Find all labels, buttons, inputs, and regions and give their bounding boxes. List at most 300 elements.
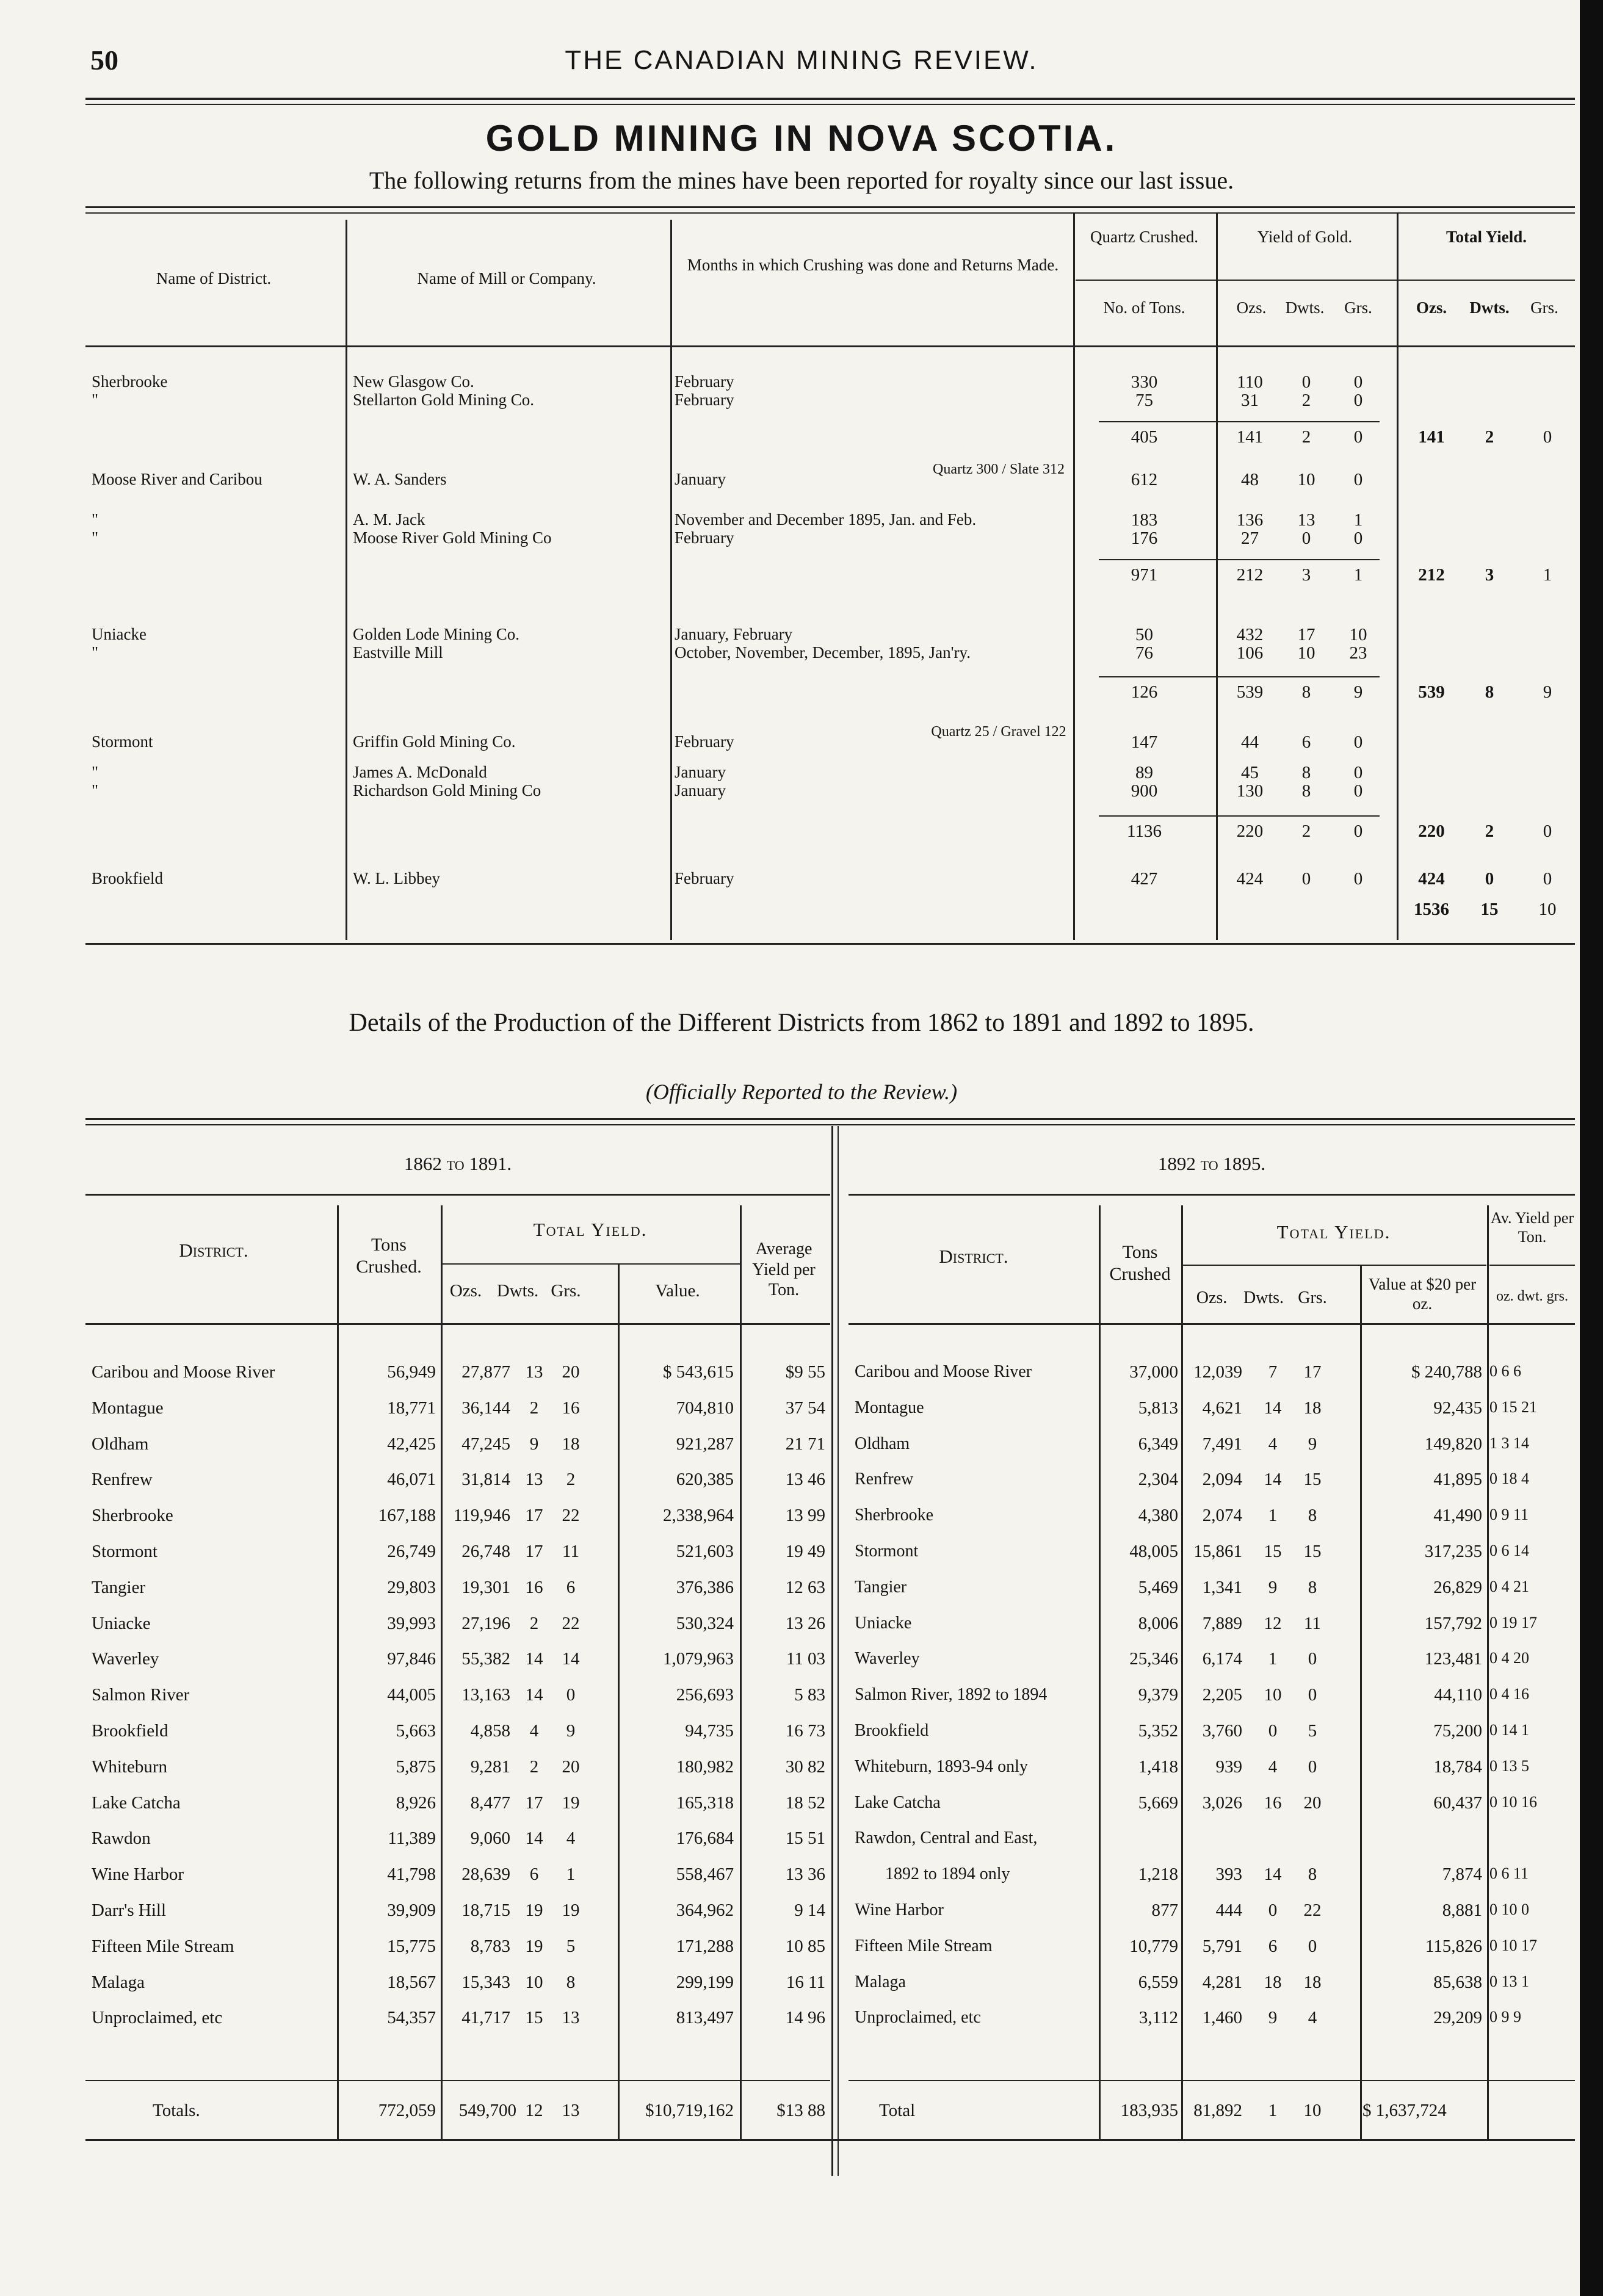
left-dwts: 14 (525, 1685, 543, 1705)
right-district: Brookfield (855, 1721, 929, 1740)
left-district: Darr's Hill (92, 1901, 167, 1920)
right-period-rule (849, 1194, 1575, 1196)
left-avg: 37 54 (785, 1398, 825, 1418)
t1-tons: 75 (1135, 391, 1153, 410)
t1-subtotal-rule (1099, 815, 1380, 817)
left-dwts: 16 (525, 1577, 543, 1597)
right-tons: 2,304 (1138, 1470, 1178, 1490)
t1-header-quartz: Quartz Crushed. (1090, 228, 1198, 246)
right-header-district: District. (939, 1246, 1008, 1267)
left-value: 165,318 (676, 1792, 734, 1813)
left-grs: 22 (562, 1506, 580, 1526)
right-av: 0 13 5 (1489, 1756, 1529, 1775)
left-value: 364,962 (676, 1901, 734, 1920)
left-grs: 2 (566, 1470, 576, 1490)
t1-dwts: 0 (1301, 372, 1311, 392)
left-ozs: 4,858 (470, 1721, 510, 1741)
left-ozs: 15,343 (461, 1972, 510, 1992)
t1-mill: W. A. Sanders (353, 470, 447, 488)
right-tons: 25,346 (1129, 1649, 1178, 1669)
left-grs: 20 (562, 1756, 580, 1777)
left-ozs: 47,245 (461, 1434, 510, 1454)
left-value: 299,199 (676, 1972, 734, 1992)
right-av: 0 6 14 (1489, 1542, 1529, 1559)
t1-ozs: 130 (1236, 781, 1264, 801)
t1-mill: Stellarton Gold Mining Co. (353, 391, 534, 409)
right-dwts: 14 (1264, 1865, 1282, 1885)
right-value: 115,826 (1425, 1936, 1482, 1956)
right-av-subrule (1489, 1265, 1575, 1266)
left-avg: 16 73 (785, 1721, 825, 1741)
left-value: 256,693 (676, 1685, 734, 1705)
right-ozs: 4,281 (1202, 1972, 1242, 1992)
left-grs: 19 (562, 1792, 580, 1813)
left-tons: 97,846 (387, 1649, 436, 1669)
right-district: Unproclaimed, etc (855, 2008, 981, 2027)
right-ozs: 444 (1215, 1901, 1242, 1920)
right-dwts: 14 (1264, 1470, 1282, 1490)
t1-ozs: 539 (1236, 682, 1264, 702)
right-totals-label: Total (879, 2101, 916, 2120)
right-value: 18,784 (1433, 1756, 1482, 1777)
right-av: 1 3 14 (1489, 1434, 1529, 1452)
right-grs: 0 (1308, 1649, 1317, 1669)
left-grs: 0 (566, 1685, 576, 1705)
left-totals-grs: 13 (562, 2101, 580, 2120)
right-totals-tons: 183,935 (1120, 2101, 1178, 2120)
t1-dwts: 0 (1301, 869, 1311, 889)
left-dwts: 2 (529, 1398, 539, 1418)
t1-total-ozs: 141 (1418, 427, 1445, 447)
t1-dwts: 8 (1301, 781, 1311, 801)
left-tons: 42,425 (387, 1434, 436, 1454)
right-period: 1892 to 1895. (1157, 1153, 1266, 1174)
right-value: 157,792 (1424, 1613, 1482, 1633)
t1-vrule-4 (1216, 214, 1218, 940)
left-tons: 11,389 (388, 1828, 436, 1849)
right-totals-dwts: 1 (1268, 2101, 1278, 2120)
t1-ozs: 27 (1241, 529, 1259, 548)
t1-dwts: 3 (1301, 565, 1311, 585)
t1-tons: 971 (1131, 565, 1158, 585)
t1-dwts: 0 (1301, 529, 1311, 548)
right-grs: 0 (1308, 1685, 1317, 1705)
left-totals-tons: 772,059 (378, 2101, 436, 2120)
left-avg: 18 52 (785, 1792, 825, 1813)
right-ozs: 2,205 (1202, 1685, 1242, 1705)
left-ozs: 9,281 (470, 1756, 510, 1777)
right-dwts: 16 (1264, 1792, 1282, 1813)
right-av: 0 18 4 (1489, 1470, 1529, 1488)
right-dwts: 15 (1264, 1542, 1282, 1561)
table1-top-rule-thin (85, 212, 1575, 214)
left-ozs: 27,196 (461, 1613, 510, 1633)
left-district: Renfrew (92, 1470, 153, 1490)
right-ozs: 6,174 (1202, 1649, 1242, 1669)
right-grs: 11 (1304, 1613, 1321, 1633)
left-value: $ 543,615 (663, 1362, 734, 1382)
t1-header-ozs: Ozs. (1236, 298, 1267, 317)
t1-header-total-ozs: Ozs. (1416, 298, 1447, 317)
left-ozs: 13,163 (461, 1685, 510, 1705)
right-district: Montague (855, 1398, 924, 1417)
t1-tons: 427 (1131, 869, 1158, 889)
left-tons: 8,926 (396, 1792, 436, 1813)
right-tons: 5,813 (1138, 1398, 1178, 1418)
right-dwts: 4 (1268, 1434, 1278, 1454)
right-dwts: 7 (1268, 1362, 1278, 1382)
right-totals-rule (849, 2080, 1575, 2081)
t1-header-total-dwts: Dwts. (1469, 298, 1510, 317)
right-ozs: 1,341 (1202, 1577, 1242, 1597)
t1-header-grs: Grs. (1344, 298, 1372, 317)
t1-months: January (675, 781, 726, 800)
left-value: 180,982 (676, 1756, 734, 1777)
right-tons: 1,418 (1138, 1756, 1178, 1777)
t1-months: October, November, December, 1895, Jan'ry. (675, 643, 971, 662)
t1-note: Quartz 300 / Slate 312 (933, 461, 1065, 477)
left-avg: 16 11 (786, 1972, 825, 1992)
t1-grs: 10 (1349, 625, 1367, 644)
right-totals-grs: 10 (1303, 2101, 1322, 2120)
left-avg: 13 36 (785, 1865, 825, 1885)
left-avg: 13 99 (785, 1506, 825, 1526)
right-district: Whiteburn, 1893-94 only (855, 1756, 1028, 1776)
left-vrule-4 (740, 1205, 742, 2139)
t1-mill: James A. McDonald (353, 763, 487, 781)
t1-grs: 9 (1353, 682, 1363, 702)
t1-district: Brookfield (92, 869, 163, 887)
t1-ozs: 220 (1236, 821, 1264, 841)
right-value: 44,110 (1434, 1685, 1482, 1705)
right-totals-value: $ 1,637,724 (1362, 2101, 1447, 2120)
right-grs: 4 (1308, 2008, 1317, 2028)
right-ozs: 393 (1215, 1865, 1242, 1885)
right-dwts: 10 (1264, 1685, 1282, 1705)
right-av: 0 4 21 (1489, 1577, 1529, 1595)
t1-ozs: 31 (1241, 391, 1259, 410)
t1-total-grs: 1 (1543, 565, 1552, 585)
right-vrule-1 (1099, 1205, 1101, 2139)
left-district: Montague (92, 1398, 164, 1418)
left-grs: 6 (566, 1577, 576, 1597)
left-ozs: 9,060 (470, 1828, 510, 1849)
right-grs: 8 (1308, 1865, 1317, 1885)
right-vrule-2 (1181, 1205, 1183, 2139)
t1-total-dwts: 2 (1485, 821, 1494, 841)
left-vrule-3 (618, 1265, 620, 2139)
left-district: Stormont (92, 1542, 157, 1561)
t1-total-ozs: 1536 (1414, 900, 1449, 919)
article-title: GOLD MINING IN NOVA SCOTIA. (485, 118, 1118, 159)
left-district: Rawdon (92, 1828, 151, 1849)
t1-dwts: 10 (1297, 643, 1315, 663)
left-header-ozs: Ozs. (449, 1281, 482, 1301)
t1-subtotal-rule (1099, 421, 1380, 422)
left-tons: 56,949 (387, 1362, 436, 1382)
left-dwts: 4 (529, 1721, 539, 1741)
left-dwts: 10 (525, 1972, 543, 1992)
left-district: Waverley (92, 1649, 159, 1669)
left-value: 704,810 (676, 1398, 734, 1418)
t1-header-months: Months in which Crushing was done and Returns Made. (687, 256, 1059, 274)
right-grs: 15 (1303, 1542, 1322, 1561)
right-value: 85,638 (1433, 1972, 1482, 1992)
right-value: 41,490 (1433, 1506, 1482, 1526)
left-totals-label: Totals. (153, 2101, 200, 2120)
left-grs: 20 (562, 1362, 580, 1382)
right-av: 0 10 16 (1489, 1792, 1537, 1811)
t1-district: " (92, 510, 99, 529)
left-dwts: 13 (525, 1362, 543, 1382)
left-header-district: District. (179, 1240, 248, 1261)
t1-grs: 0 (1353, 781, 1363, 801)
right-totals-ozs: 81,892 (1193, 2101, 1242, 2120)
left-grs: 19 (562, 1901, 580, 1920)
right-dwts: 18 (1264, 1972, 1282, 1992)
t1-grs: 0 (1353, 470, 1363, 489)
t1-district: Stormont (92, 732, 153, 751)
left-avg: 11 03 (786, 1649, 825, 1669)
t1-mill: Golden Lode Mining Co. (353, 625, 519, 643)
t1-total-grs: 10 (1538, 900, 1557, 919)
t1-district: " (92, 391, 99, 409)
t1-tons: 405 (1131, 427, 1158, 447)
left-avg: $9 55 (785, 1362, 825, 1382)
left-district: Malaga (92, 1972, 145, 1992)
left-value: 530,324 (676, 1613, 734, 1633)
running-head: THE CANADIAN MINING REVIEW. (565, 45, 1038, 75)
right-district: Renfrew (855, 1470, 914, 1489)
t1-grs: 0 (1353, 821, 1363, 841)
left-district: Fifteen Mile Stream (92, 1936, 234, 1956)
right-grs: 5 (1308, 1721, 1317, 1741)
t1-mill: Moose River Gold Mining Co (353, 529, 552, 547)
left-header-value: Value. (655, 1281, 700, 1301)
left-dwts: 17 (525, 1542, 543, 1561)
left-grs: 18 (562, 1434, 580, 1454)
left-tons: 54,357 (387, 2008, 436, 2028)
t1-vrule-2 (670, 220, 672, 940)
right-grs: 17 (1303, 1362, 1322, 1382)
right-district: Sherbrooke (855, 1506, 934, 1525)
left-grs: 8 (566, 1972, 576, 1992)
left-tons: 39,993 (387, 1613, 436, 1633)
left-value: 94,735 (685, 1721, 734, 1741)
left-grs: 4 (566, 1828, 576, 1849)
right-district: Salmon River, 1892 to 1894 (855, 1685, 1048, 1705)
left-ozs: 119,946 (453, 1506, 510, 1526)
left-tons: 39,909 (387, 1901, 436, 1920)
left-totals-avg: $13 88 (776, 2101, 825, 2120)
t1-dwts: 17 (1297, 625, 1315, 644)
right-district: Stormont (855, 1542, 919, 1561)
right-tons: 5,469 (1138, 1577, 1178, 1597)
t1-header-tons: No. of Tons. (1103, 298, 1185, 317)
t1-district: " (92, 643, 99, 662)
t1-months: November and December 1895, Jan. and Feb. (675, 510, 977, 529)
t2-top-rule (85, 1118, 1575, 1120)
left-district: Salmon River (92, 1685, 190, 1705)
right-dwts: 14 (1264, 1398, 1282, 1418)
left-header-dwts: Dwts. (496, 1281, 539, 1301)
right-grs: 15 (1303, 1470, 1322, 1490)
t1-ozs: 136 (1236, 510, 1264, 530)
left-ozs: 18,715 (461, 1901, 510, 1920)
left-value: 813,497 (676, 2008, 734, 2028)
right-value: 29,209 (1433, 2008, 1482, 2028)
left-avg: 10 85 (785, 1936, 825, 1956)
t1-tons: 50 (1135, 625, 1153, 644)
t1-ozs: 212 (1236, 565, 1264, 585)
t1-tons: 76 (1135, 643, 1153, 663)
t2-center-divider-thin (838, 1126, 839, 2176)
article-subtitle: The following returns from the mines have been reported for royalty since our last issue. (369, 167, 1234, 194)
top-rule-thin (85, 104, 1575, 105)
left-dwts: 2 (529, 1613, 539, 1633)
t1-dwts: 8 (1301, 763, 1311, 782)
t1-vrule-1 (346, 220, 347, 940)
right-tons: 5,352 (1138, 1721, 1178, 1741)
left-grs: 9 (566, 1721, 576, 1741)
right-header-grs: Grs. (1298, 1288, 1327, 1307)
t1-tons: 89 (1135, 763, 1153, 782)
right-tons: 9,379 (1138, 1685, 1178, 1705)
right-av: 0 13 1 (1489, 1972, 1529, 1990)
t1-grs: 0 (1353, 529, 1363, 548)
production-subtitle: (Officially Reported to the Review.) (645, 1080, 958, 1104)
t1-total-grs: 0 (1543, 821, 1552, 841)
left-dwts: 15 (525, 2008, 543, 2028)
right-district: 1892 to 1894 only (885, 1865, 1010, 1884)
t1-dwts: 8 (1301, 682, 1311, 702)
left-value: 176,684 (676, 1828, 734, 1849)
t1-mill: W. L. Libbey (353, 869, 440, 887)
right-av: 0 10 17 (1489, 1936, 1537, 1954)
left-dwts: 19 (525, 1901, 543, 1920)
t1-grs: 23 (1349, 643, 1367, 663)
left-district: Wine Harbor (92, 1865, 184, 1885)
right-av: 0 19 17 (1489, 1613, 1537, 1631)
t2-top-rule-thin (85, 1124, 1575, 1125)
t1-mill: New Glasgow Co. (353, 372, 474, 391)
left-avg: 5 83 (794, 1685, 825, 1705)
t1-dwts: 2 (1301, 427, 1311, 447)
t1-total-grs: 0 (1543, 869, 1552, 889)
t1-mill: Griffin Gold Mining Co. (353, 732, 516, 751)
right-district: Waverley (855, 1649, 920, 1669)
t1-grs: 0 (1353, 427, 1363, 447)
right-ozs: 3,026 (1202, 1792, 1242, 1813)
left-value: 921,287 (676, 1434, 734, 1454)
left-totals-value: $10,719,162 (645, 2101, 734, 2120)
right-av: 0 4 16 (1489, 1685, 1529, 1703)
right-header-ozs: Ozs. (1196, 1288, 1228, 1307)
left-district: Unproclaimed, etc (92, 2008, 223, 2028)
right-district: Uniacke (855, 1613, 912, 1633)
t1-district: Uniacke (92, 625, 147, 643)
right-district: Oldham (855, 1434, 910, 1453)
left-tons: 18,771 (387, 1398, 436, 1418)
right-av: 0 15 21 (1489, 1398, 1537, 1416)
left-period: 1862 to 1891. (403, 1153, 512, 1174)
left-totals-rule (85, 2080, 830, 2081)
t1-dwts: 10 (1297, 470, 1315, 489)
right-value: 60,437 (1433, 1792, 1482, 1813)
right-tons: 10,779 (1129, 1936, 1178, 1956)
right-dwts: 6 (1268, 1936, 1278, 1956)
right-ozs: 7,889 (1202, 1613, 1242, 1633)
t1-grs: 0 (1353, 391, 1363, 410)
right-tons: 1,218 (1138, 1865, 1178, 1885)
t1-months: February (675, 732, 734, 751)
left-district: Uniacke (92, 1613, 151, 1633)
t1-dwts: 6 (1301, 732, 1311, 752)
right-tons: 6,349 (1138, 1434, 1178, 1454)
right-value: $ 240,788 (1411, 1362, 1482, 1382)
left-tons: 15,775 (387, 1936, 436, 1956)
left-ozs: 8,477 (470, 1792, 510, 1813)
t1-months: January (675, 763, 726, 781)
right-value: 149,820 (1424, 1434, 1482, 1454)
production-title: Details of the Production of the Different Districts from 1862 to 1891 and 1892 to 1895. (349, 1009, 1254, 1037)
left-district: Oldham (92, 1434, 149, 1454)
left-total-subrule (441, 1263, 740, 1265)
left-value: 521,603 (676, 1542, 734, 1561)
t1-months: January (675, 470, 726, 488)
right-grs: 0 (1308, 1756, 1317, 1777)
left-grs: 14 (562, 1649, 580, 1669)
left-ozs: 41,717 (461, 2008, 510, 2028)
t1-total-ozs: 220 (1418, 821, 1445, 841)
t1-grs: 1 (1353, 565, 1363, 585)
left-ozs: 36,144 (461, 1398, 510, 1418)
left-header-grs: Grs. (551, 1281, 581, 1301)
right-tons: 3,112 (1138, 2008, 1178, 2028)
left-tons: 29,803 (387, 1577, 436, 1597)
right-header-dwts: Dwts. (1243, 1288, 1284, 1307)
t1-tons: 1136 (1127, 821, 1162, 841)
right-grs: 9 (1308, 1434, 1317, 1454)
right-district: Malaga (855, 1972, 906, 1991)
t1-months: February (675, 372, 734, 391)
t1-note: Quartz 25 / Gravel 122 (931, 724, 1066, 740)
right-ozs: 12,039 (1193, 1362, 1242, 1382)
right-tons: 6,559 (1138, 1972, 1178, 1992)
left-ozs: 8,783 (470, 1936, 510, 1956)
left-dwts: 6 (529, 1865, 539, 1885)
t1-vrule-3 (1073, 214, 1075, 940)
t1-header-yield: Yield of Gold. (1257, 228, 1353, 246)
t2-center-divider (831, 1126, 833, 2176)
right-ozs: 7,491 (1202, 1434, 1242, 1454)
t1-mill: Richardson Gold Mining Co (353, 781, 541, 800)
right-header-tons: Tons Crushed (1109, 1242, 1171, 1284)
left-tons: 5,663 (396, 1721, 436, 1741)
left-grs: 13 (562, 2008, 580, 2028)
right-av: 0 14 1 (1489, 1721, 1529, 1739)
right-dwts: 1 (1268, 1649, 1278, 1669)
right-value: 92,435 (1433, 1398, 1482, 1418)
t1-total-dwts: 3 (1485, 565, 1494, 585)
left-district: Brookfield (92, 1721, 168, 1741)
table1-bottom-rule (85, 943, 1575, 945)
t1-district: Sherbrooke (92, 372, 168, 391)
right-av: 0 10 0 (1489, 1901, 1529, 1918)
left-value: 1,079,963 (663, 1649, 734, 1669)
right-ozs: 1,460 (1202, 2008, 1242, 2028)
t1-header-total: Total Yield. (1446, 228, 1527, 246)
